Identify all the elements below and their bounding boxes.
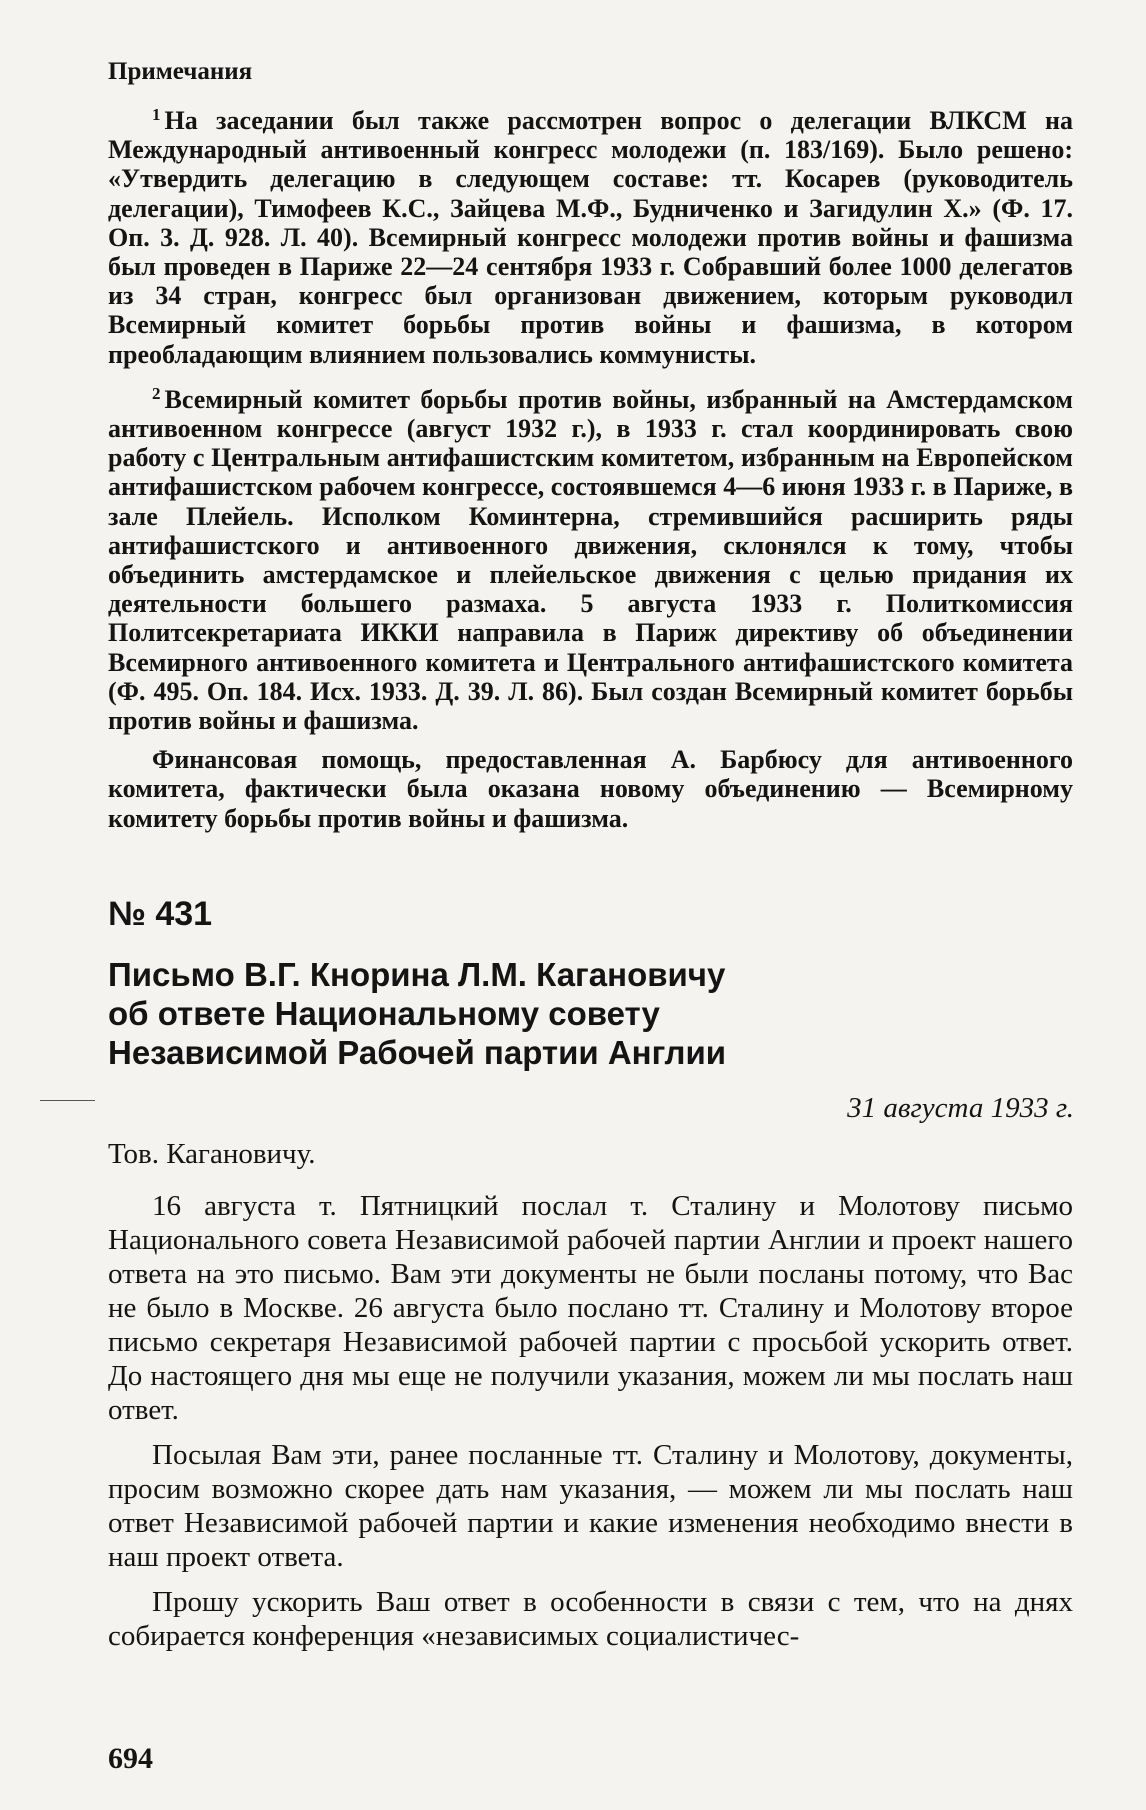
letter-paragraph-1: 16 августа т. Пятницкий послал т. Сталину и Молотову письмо Национального совета Независимой рабочей партии Англии и проект нашего ответа на это письмо. Вам эти документы не были посланы потому, что Вас не было в Москве. 26 августа было послано тт. Сталину и Молотову второе письмо секретаря Независимой рабочей партии с просьбой ускорить ответ. До настоящего дня мы еще не получили указания, можем ли мы послать наш ответ.: [108, 1190, 1073, 1426]
note-2: [108, 379, 1073, 735]
notes-heading: Примечания: [108, 58, 253, 85]
salutation: Тов. Кагановичу.: [108, 1138, 316, 1170]
note-1-text: На заседании был также рассмотрен вопрос о делегации ВЛКСМ на Международный антивоенный конгресс молодежи (п. 183/169). Было решено: «Утвердить делегацию в следующем составе: тт. Косарев (руководитель делегации), Тимофеев К.С., Зайцева М.Ф., Будниченко и Загидулин Х.» (Ф. 17. Оп. 3. Д. 928. Л. 40). Всемирный конгресс молодежи против войны и фашизма был проведен в Париже 22—24 сентября 1933 г. Собравший более 1000 делегатов из 34 стран, конгресс был организован движением, которым руководил Всемирный комитет борьбы против войны и фашизма, в котором преобладающим влиянием пользовались коммунисты.: [108, 106, 1073, 369]
letter-paragraph-2: Посылая Вам эти, ранее посланные тт. Сталину и Молотову, документы, просим возможно скорее дать нам указания, — можем ли мы послать наш ответ Независимой рабочей партии и какие изменения необходимо внести в наш проект ответа.: [108, 1439, 1073, 1573]
note-2-marker: 2: [152, 383, 161, 403]
note-1-marker: 1: [152, 105, 161, 124]
margin-mark: [40, 1100, 95, 1101]
document-title: [108, 955, 1073, 1072]
note-2-text: Всемирный комитет борьбы против войны, избранный на Амстердамском антивоенном конгрессе (август 1932 г.), в 1933 г. стал координировать свою работу с Центральным антифашистским комитетом, избранным на Европейском антифашистском рабочем конгрессе, состоявшемся 4—6 июня 1933 г. в Париже, в зале Плейель. Исполком Коминтерна, стремившийся расширить ряды антифашистского и антивоенного движения, склонялся к тому, чтобы объединить амстердамское и плейельское движения с целью придания их деятельности большего размаха. 5 августа 1933 г. Политкомиссия Политсекретариата ИККИ направила в Париж директиву об объединении Всемирного антивоенного комитета и Центрального антифашистского комитета (Ф. 495. Оп. 184. Исх. 1933. Д. 39. Л. 86). Был создан Всемирный комитет борьбы против войны и фашизма.: [108, 384, 1073, 736]
letter-body: [108, 1189, 1073, 1664]
letter-paragraph-3: Прошу ускорить Ваш ответ в особенности в связи с тем, что на днях собирается конференция «независимых социалистичес-: [108, 1586, 1073, 1652]
document-title-line-2: об ответе Национальному совету: [108, 995, 660, 1032]
page-number: 694: [108, 1742, 153, 1775]
notes-section: [108, 100, 1073, 843]
document-title-line-1: Письмо В.Г. Кнорина Л.М. Кагановичу: [108, 956, 726, 993]
document-title-line-3: Независимой Рабочей партии Англии: [108, 1034, 727, 1071]
document-number: № 431: [108, 895, 213, 933]
document-date: 31 августа 1933 г.: [847, 1092, 1074, 1124]
note-2-continuation: Финансовая помощь, предоставленная А. Барбюсу для антивоенного комитета, фактически была оказана новому объединению — Всемирному комитету борьбы против войны и фашизма.: [108, 745, 1073, 833]
note-1: [108, 100, 1073, 369]
